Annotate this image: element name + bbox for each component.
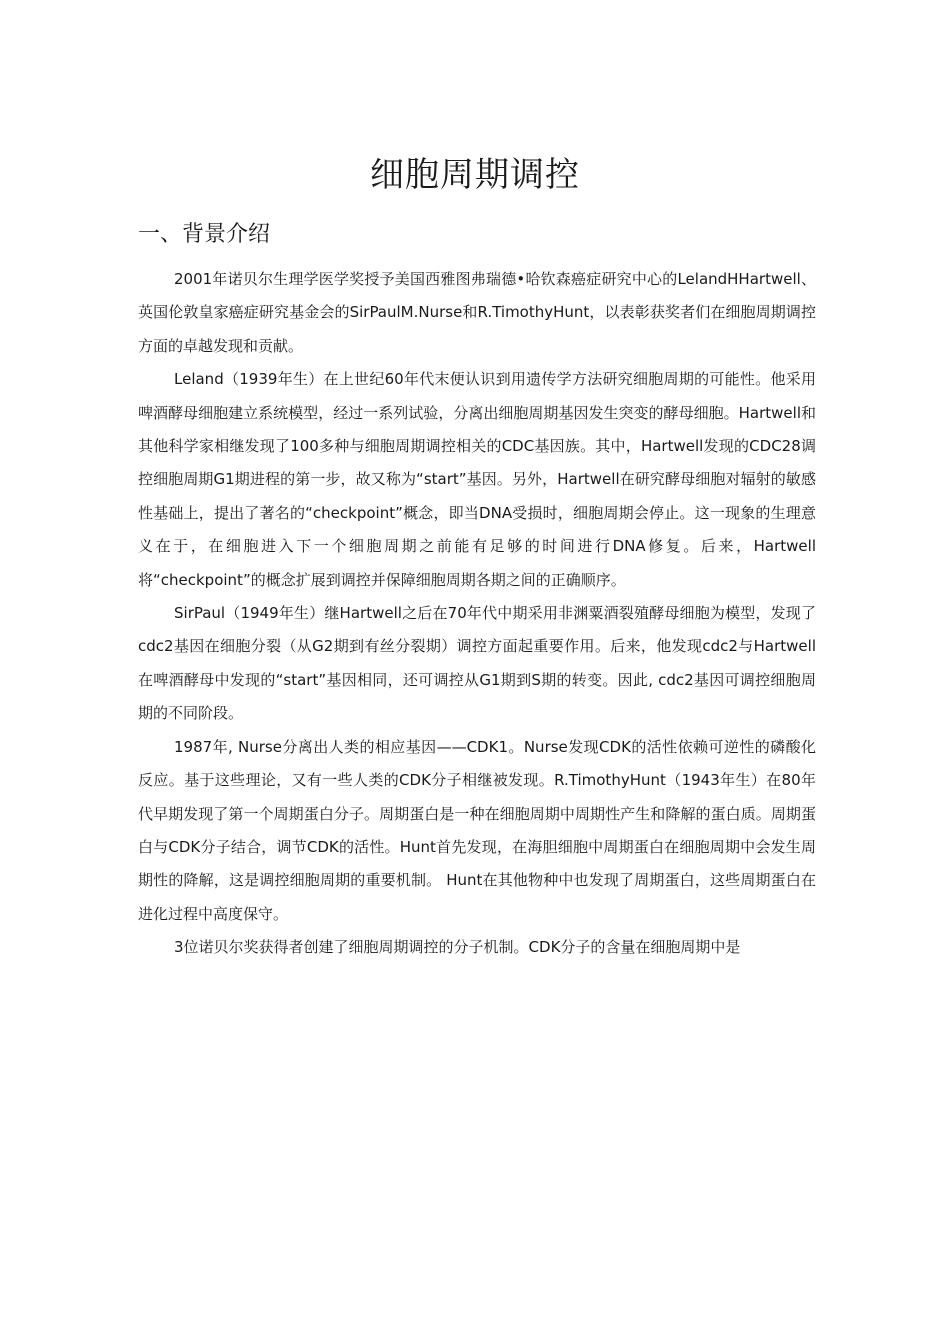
paragraph-4: 1987年, Nurse分离出人类的相应基因——CDK1。Nurse发现CDK的活性依赖可逆性的磷酸化反应。基于这些理论，又有一些人类的CDK分子相继被发现。R.TimothyHunt（1943年生）在80年代早期发现了第一个周期蛋白分子。周期蛋白是一种在细胞周期中周期性产生和降解的蛋白质。周期蛋白与CDK分子结合，调节CDK的活性。Hunt首先发现，在海胆细胞中周期蛋白在细胞周期中会发生周期性的降解，这是调控细胞周期的重要机制。 Hunt在其他物种中也发现了周期蛋白，这些周期蛋白在进化过程中高度保守。: [138, 737, 816, 923]
paragraph-2: Leland（1939年生）在上世纪60年代末便认识到用遗传学方法研究细胞周期的可能性。他采用啤酒酵母细胞建立系统模型，经过一系列试验，分离出细胞周期基因发生突变的酵母细胞。Hartwell和其他科学家相继发现了100多种与细胞周期调控相关的CDC基因族。其中，Hartwell发现的CDC28调控细胞周期G1期进程的第一步，故又称为“start”基因。另外，Hartwell在研究酵母细胞对辐射的敏感性基础上，提出了著名的“checkpoint”概念，即当DNA受损时，细胞周期会停止。这一现象的生理意义在于，在细胞进入下一个细胞周期之前能有足够的时间进行DNA修复。后来，Hartwell将“checkpoint”的概念扩展到调控并保障细胞周期各期之间的正确顺序。: [138, 370, 816, 589]
paragraph-1: 2001年诺贝尔生理学医学奖授予美国西雅图弗瑞德•哈钦森癌症研究中心的LelandHHartwell、英国伦敦皇家癌症研究基金会的SirPaulM.Nurse和R.TimothyHunt，以表彰获奖者们在细胞周期调控方面的卓越发现和贡献。: [138, 270, 816, 355]
paragraph-5: 3位诺贝尔奖获得者创建了细胞周期调控的分子机制。CDK分子的含量在细胞周期中是: [174, 938, 741, 957]
document-title: 细胞周期调控: [370, 155, 580, 195]
document-body: [138, 263, 816, 965]
section-heading: 一、背景介绍: [138, 222, 271, 247]
paragraph-3: SirPaul（1949年生）继Hartwell之后在70年代中期采用非渊粟酒裂殖酵母细胞为模型，发现了cdc2基因在细胞分裂（从G2期到有丝分裂期）调控方面起重要作用。后来，他发现cdc2与Hartwell在啤酒酵母中发现的“start”基因相同，还可调控从G1期到S期的转变。因此, cdc2基因可调控细胞周期的不同阶段。: [138, 604, 816, 723]
